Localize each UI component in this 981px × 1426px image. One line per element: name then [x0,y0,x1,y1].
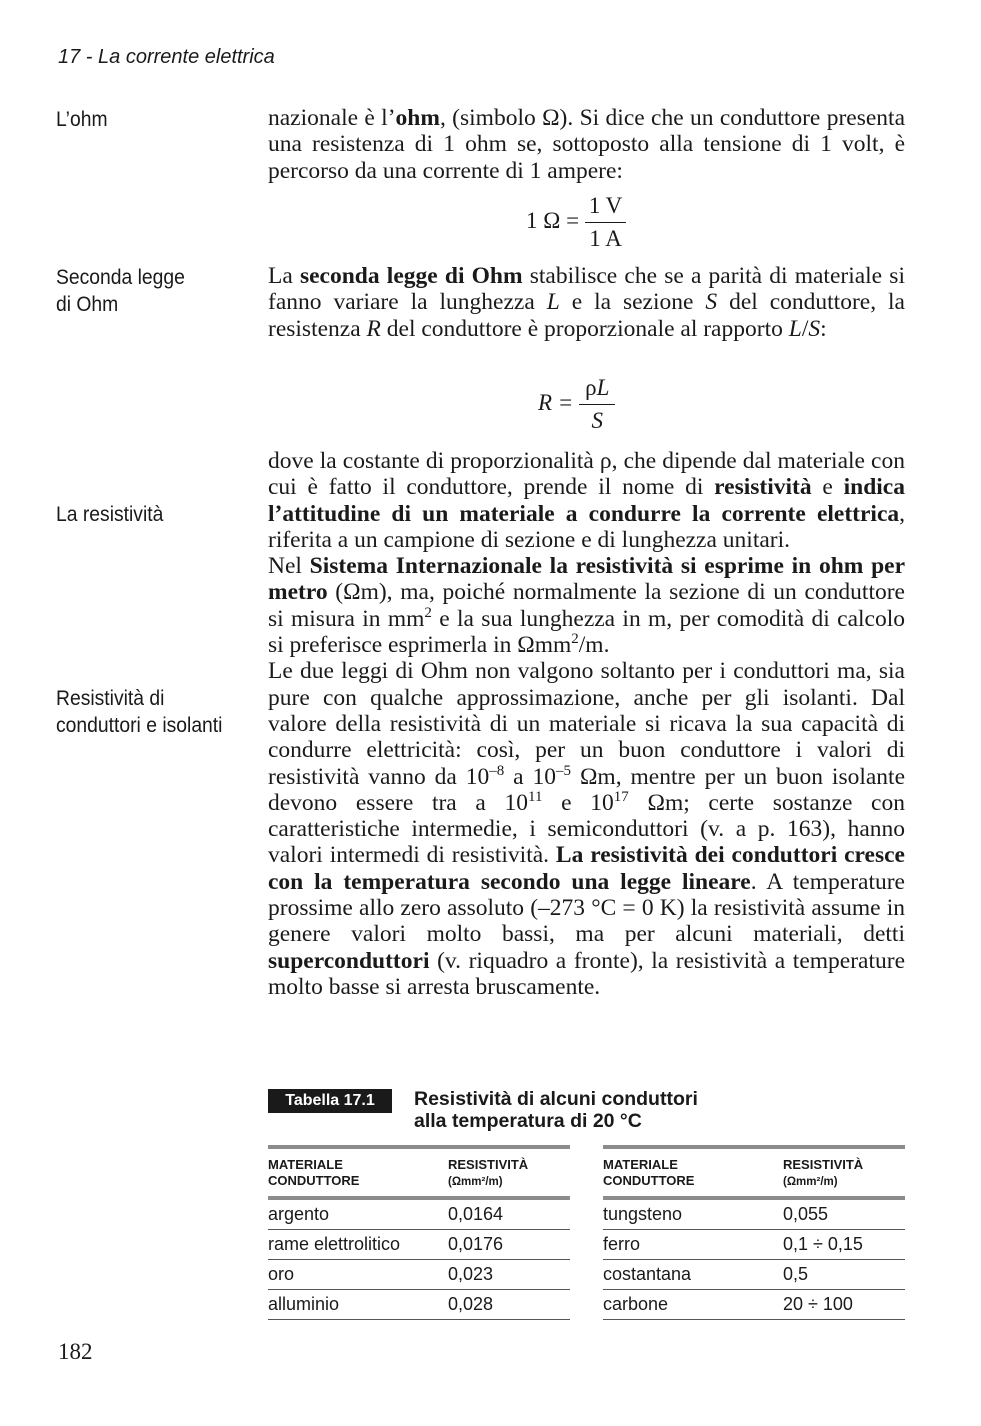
equation-ohm: 1 Ω = $\frac{1 V}{1 A}$ [526,193,626,252]
table-row: rame elettrolitico 0,0176 [268,1230,570,1260]
col-resistivity: RESISTIVITÀ (Ωmm²/m) [783,1147,905,1198]
col-material: MATERIALE CONDUTTORE [603,1147,783,1198]
margin-note-seconda-legge: Seconda legge di Ohm [56,266,185,316]
running-header: 17 - La corrente elettrica [58,46,275,68]
paragraph-resistivita: dove la costante di proporzionalità ρ, che dipende dal materiale con cui è fatto il conduttore, prende il nome di resistività e indica l’attitudine di un materiale a condurre la corrente elettrica, riferita a un campione di sezione e di lunghezza unitari. Nel Sistema Internazionale la resistività si esprime in ohm per metro (Ωm), ma, poiché normalmente la sezione di un conduttore si misura in $mm^2$ e la sua lunghezza in m, per comodità di calcolo si preferisce esprimerla in Ωmm$^2$/m. Le due leggi di Ohm non valgono soltanto per i conduttori ma, sia pure con qualche approssimazione, anche per gli isolanti. Dal valore della resistività di un materiale si ricava la sua capacità di condurre elettricità: così, per un buon conduttore i valori di resistività vanno da $10^{-8}$ a $10^{-5}$ Ωm, mentre per un buon isolante devono essere tra a $10^{11}$ e $10^{17}$ Ωm; certe sostanze con caratteristiche intermedie, i semiconduttori (v. a p. 163), hanno valori intermedi di resistività. La resistività dei conduttori cresce con la temperatura secondo una legge lineare. A temperature prossime allo zero assoluto (–273 °C = 0 K) la resistività assume in genere valori molto bassi, ma per alcuni materiali, detti superconduttori (v. riquadro a fronte), la resistività a temperature molto basse si arresta bruscamente. [268,448,906,1000]
col-material: MATERIALE CONDUTTORE [268,1147,448,1198]
paragraph-seconda-legge: La seconda legge di Ohm stabilisce che se a parità di materiale si fanno variare la lunghezza L e la sezione S del conduttore, la resistenza R del conduttore è proporzionale al rapporto L/S: [268,263,905,342]
table-row: oro 0,023 [268,1260,570,1290]
margin-note-resistivita-conduttori: Resistività di conduttori e isolanti [56,687,223,737]
table-row: ferro 0,1 ÷ 0,15 [603,1230,905,1260]
col-resistivity: RESISTIVITÀ (Ωmm²/m) [448,1147,570,1198]
table-title: Resistività di alcuni conduttori alla temperatura di 20 °C [414,1088,698,1132]
resistivity-table-left [268,1145,570,1320]
table-row: alluminio 0,028 [268,1290,570,1320]
table-badge: Tabella 17.1 [268,1089,392,1113]
equation-second-law: R = $\frac{\rho L}{S}$ [538,375,615,434]
table-row: carbone 20 ÷ 100 [603,1290,905,1320]
page-number: 182 [58,1339,93,1364]
table-row: argento 0,0164 [268,1198,570,1230]
resistivity-table-right [603,1145,905,1320]
paragraph-ohm: nazionale è l’ohm, (simbolo Ω). Si dice che un conduttore presenta una resistenza di 1 ohm se, sottoposto alla tensione di 1 volt, è percorso da una corrente di 1 ampere: [268,105,905,184]
table-row: tungsteno 0,055 [603,1198,905,1230]
margin-note-ohm: L’ohm [56,108,108,131]
margin-note-resistivita: La resistività [56,503,164,526]
table-row: costantana 0,5 [603,1260,905,1290]
